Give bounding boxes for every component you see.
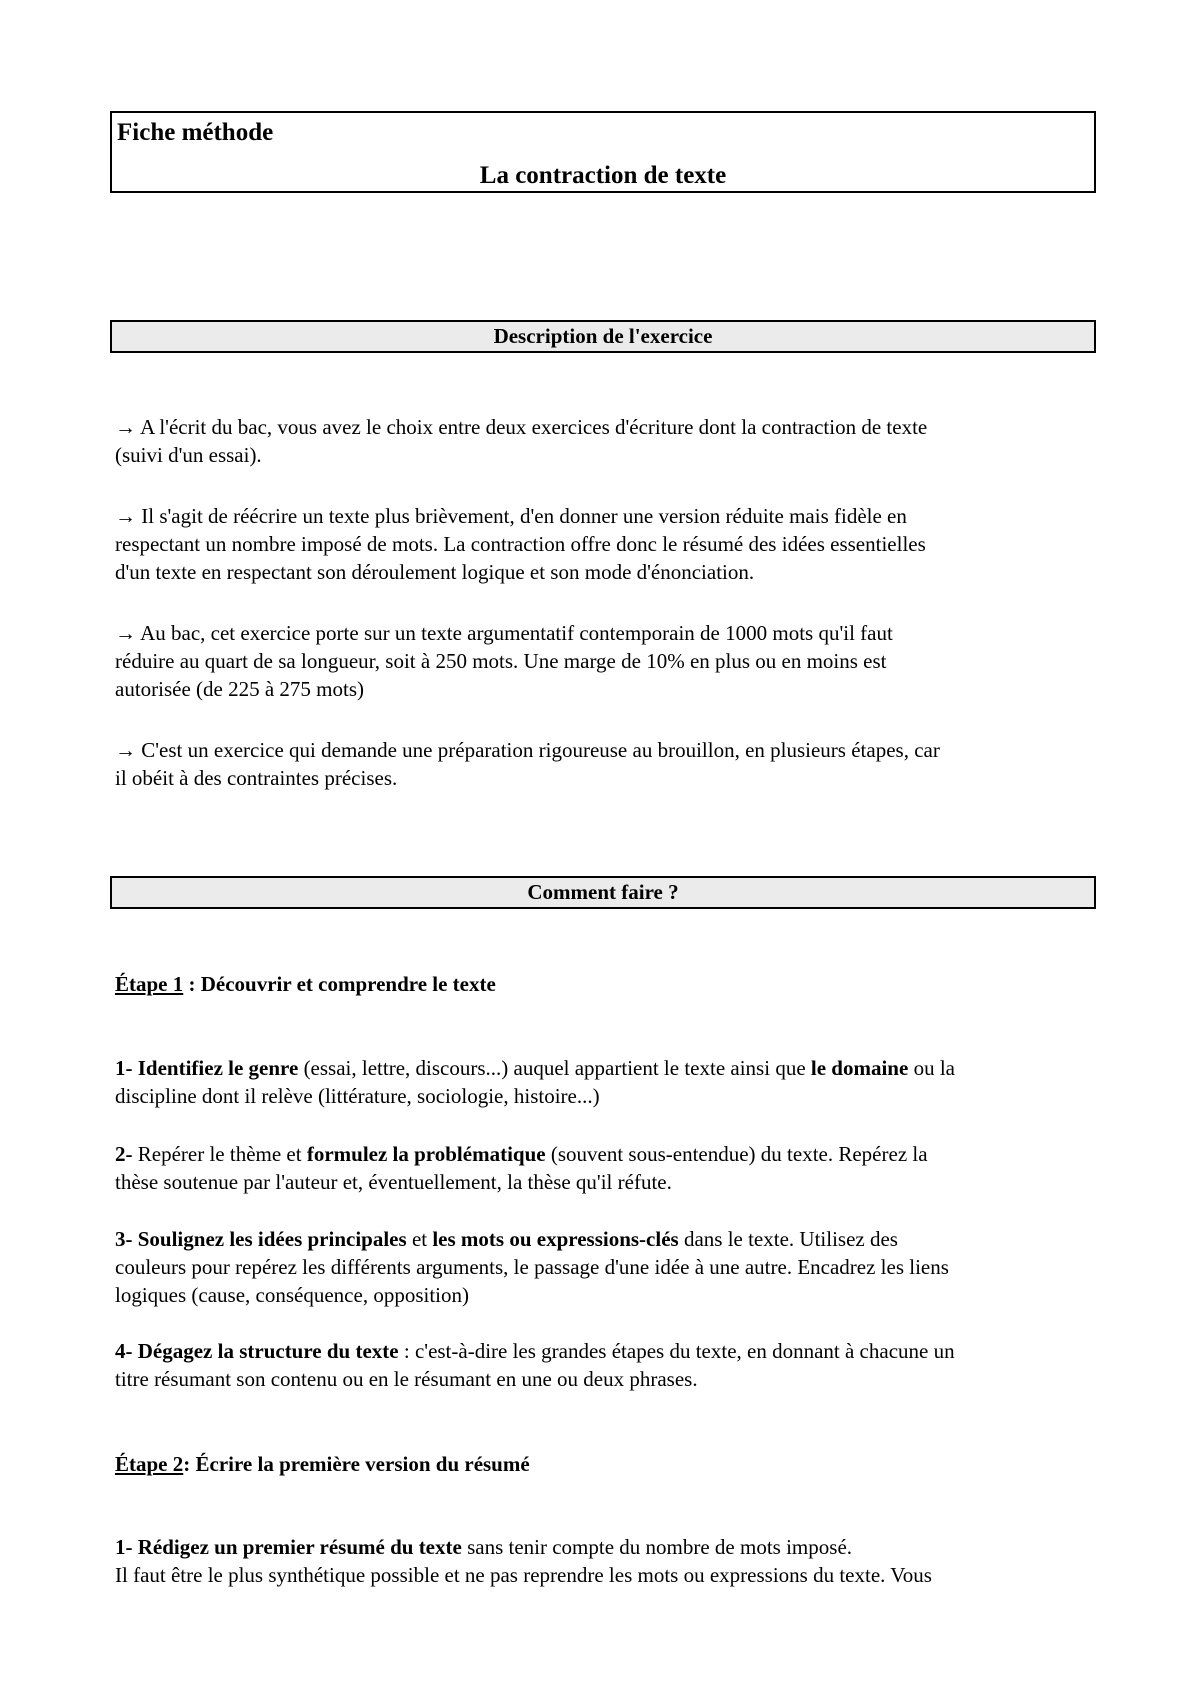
text-line	[115, 1225, 1100, 1253]
text-line: discipline dont il relève (littérature, sociologie, histoire...)	[115, 1084, 600, 1108]
text-line: → C'est un exercice qui demande une préparation rigoureuse au brouillon, en plusieurs étapes, car	[115, 738, 940, 762]
step-2-title: Écrire la première version du résumé	[195, 1452, 530, 1476]
inline-text: et	[406, 1227, 433, 1251]
text-line: → Au bac, cet exercice porte sur un texte argumentatif contemporain de 1000 mots qu'il faut	[115, 621, 893, 645]
text-line: il obéit à des contraintes précises.	[115, 766, 398, 790]
bold-text: 2-	[115, 1142, 133, 1166]
text-line: réduire au quart de sa longueur, soit à 250 mots. Une marge de 10% en plus ou en moins est	[115, 649, 887, 673]
text-line: logiques (cause, conséquence, opposition)	[115, 1283, 469, 1307]
step-1-item-4	[115, 1337, 1100, 1393]
text-line: couleurs pour repérez les différents arguments, le passage d'une idée à une autre. Encadrez les liens	[115, 1255, 949, 1279]
step-1-item-1	[115, 1054, 1100, 1110]
inline-text: dans le texte. Utilisez des	[678, 1227, 898, 1251]
description-paragraph-4	[115, 736, 1100, 792]
bold-text: 4- Dégagez la structure du texte	[115, 1339, 399, 1363]
text-line: (suivi d'un essai).	[115, 443, 262, 467]
step-1-title: Découvrir et comprendre le texte	[200, 972, 496, 996]
bold-text: formulez la problématique	[306, 1142, 546, 1166]
bold-text: 1- Identifiez le genre	[115, 1056, 299, 1080]
step-1-item-2	[115, 1140, 1100, 1196]
step-2-heading	[115, 1450, 530, 1478]
inline-text: Repérer le thème et	[132, 1142, 307, 1166]
document-kicker: Fiche méthode	[117, 119, 274, 146]
text-line	[115, 1140, 1100, 1168]
text-line: autorisée (de 225 à 275 mots)	[115, 677, 365, 701]
inline-text: (souvent sous-entendue) du texte. Repérez la	[545, 1142, 928, 1166]
step-1-item-3	[115, 1225, 1100, 1309]
text-line: → Il s'agit de réécrire un texte plus brièvement, d'en donner une version réduite mais fidèle en	[115, 504, 907, 528]
text-line: → A l'écrit du bac, vous avez le choix entre deux exercices d'écriture dont la contraction de texte	[115, 415, 928, 439]
text-line: respectant un nombre imposé de mots. La contraction offre donc le résumé des idées essentielles	[115, 532, 926, 556]
text-line	[115, 1533, 1100, 1561]
step-2-label: Étape 2	[115, 1452, 184, 1476]
step-2-item-1	[115, 1533, 1100, 1589]
section-heading-description: Description de l'exercice	[110, 320, 1096, 353]
step-1-heading	[115, 970, 496, 998]
title-box	[110, 111, 1096, 193]
inline-text: ou la	[908, 1056, 955, 1080]
step-1-separator: :	[183, 972, 201, 996]
step-1-label: Étape 1	[115, 972, 184, 996]
document-title: La contraction de texte	[479, 162, 727, 189]
bold-text: le domaine	[810, 1056, 909, 1080]
text-line: titre résumant son contenu ou en le résumant en une ou deux phrases.	[115, 1367, 698, 1391]
bold-text: 3- Soulignez les idées principales	[115, 1227, 407, 1251]
bold-text: les mots ou expressions-clés	[432, 1227, 679, 1251]
inline-text: sans tenir compte du nombre de mots imposé.	[461, 1535, 853, 1559]
inline-text: : c'est-à-dire les grandes étapes du texte, en donnant à chacune un	[398, 1339, 955, 1363]
text-line	[115, 1054, 1100, 1082]
description-paragraph-1	[115, 413, 1100, 469]
text-line	[115, 1337, 1100, 1365]
description-paragraph-2	[115, 502, 1100, 586]
text-line: Il faut être le plus synthétique possible et ne pas reprendre les mots ou expressions du texte. Vous	[115, 1563, 932, 1587]
step-2-separator: :	[183, 1452, 196, 1476]
text-line: thèse soutenue par l'auteur et, éventuellement, la thèse qu'il réfute.	[115, 1170, 672, 1194]
bold-text: 1- Rédigez un premier résumé du texte	[115, 1535, 462, 1559]
section-heading-method: Comment faire ?	[110, 876, 1096, 909]
text-line: d'un texte en respectant son déroulement logique et son mode d'énonciation.	[115, 560, 755, 584]
inline-text: (essai, lettre, discours...) auquel appartient le texte ainsi que	[298, 1056, 811, 1080]
description-paragraph-3	[115, 619, 1100, 703]
